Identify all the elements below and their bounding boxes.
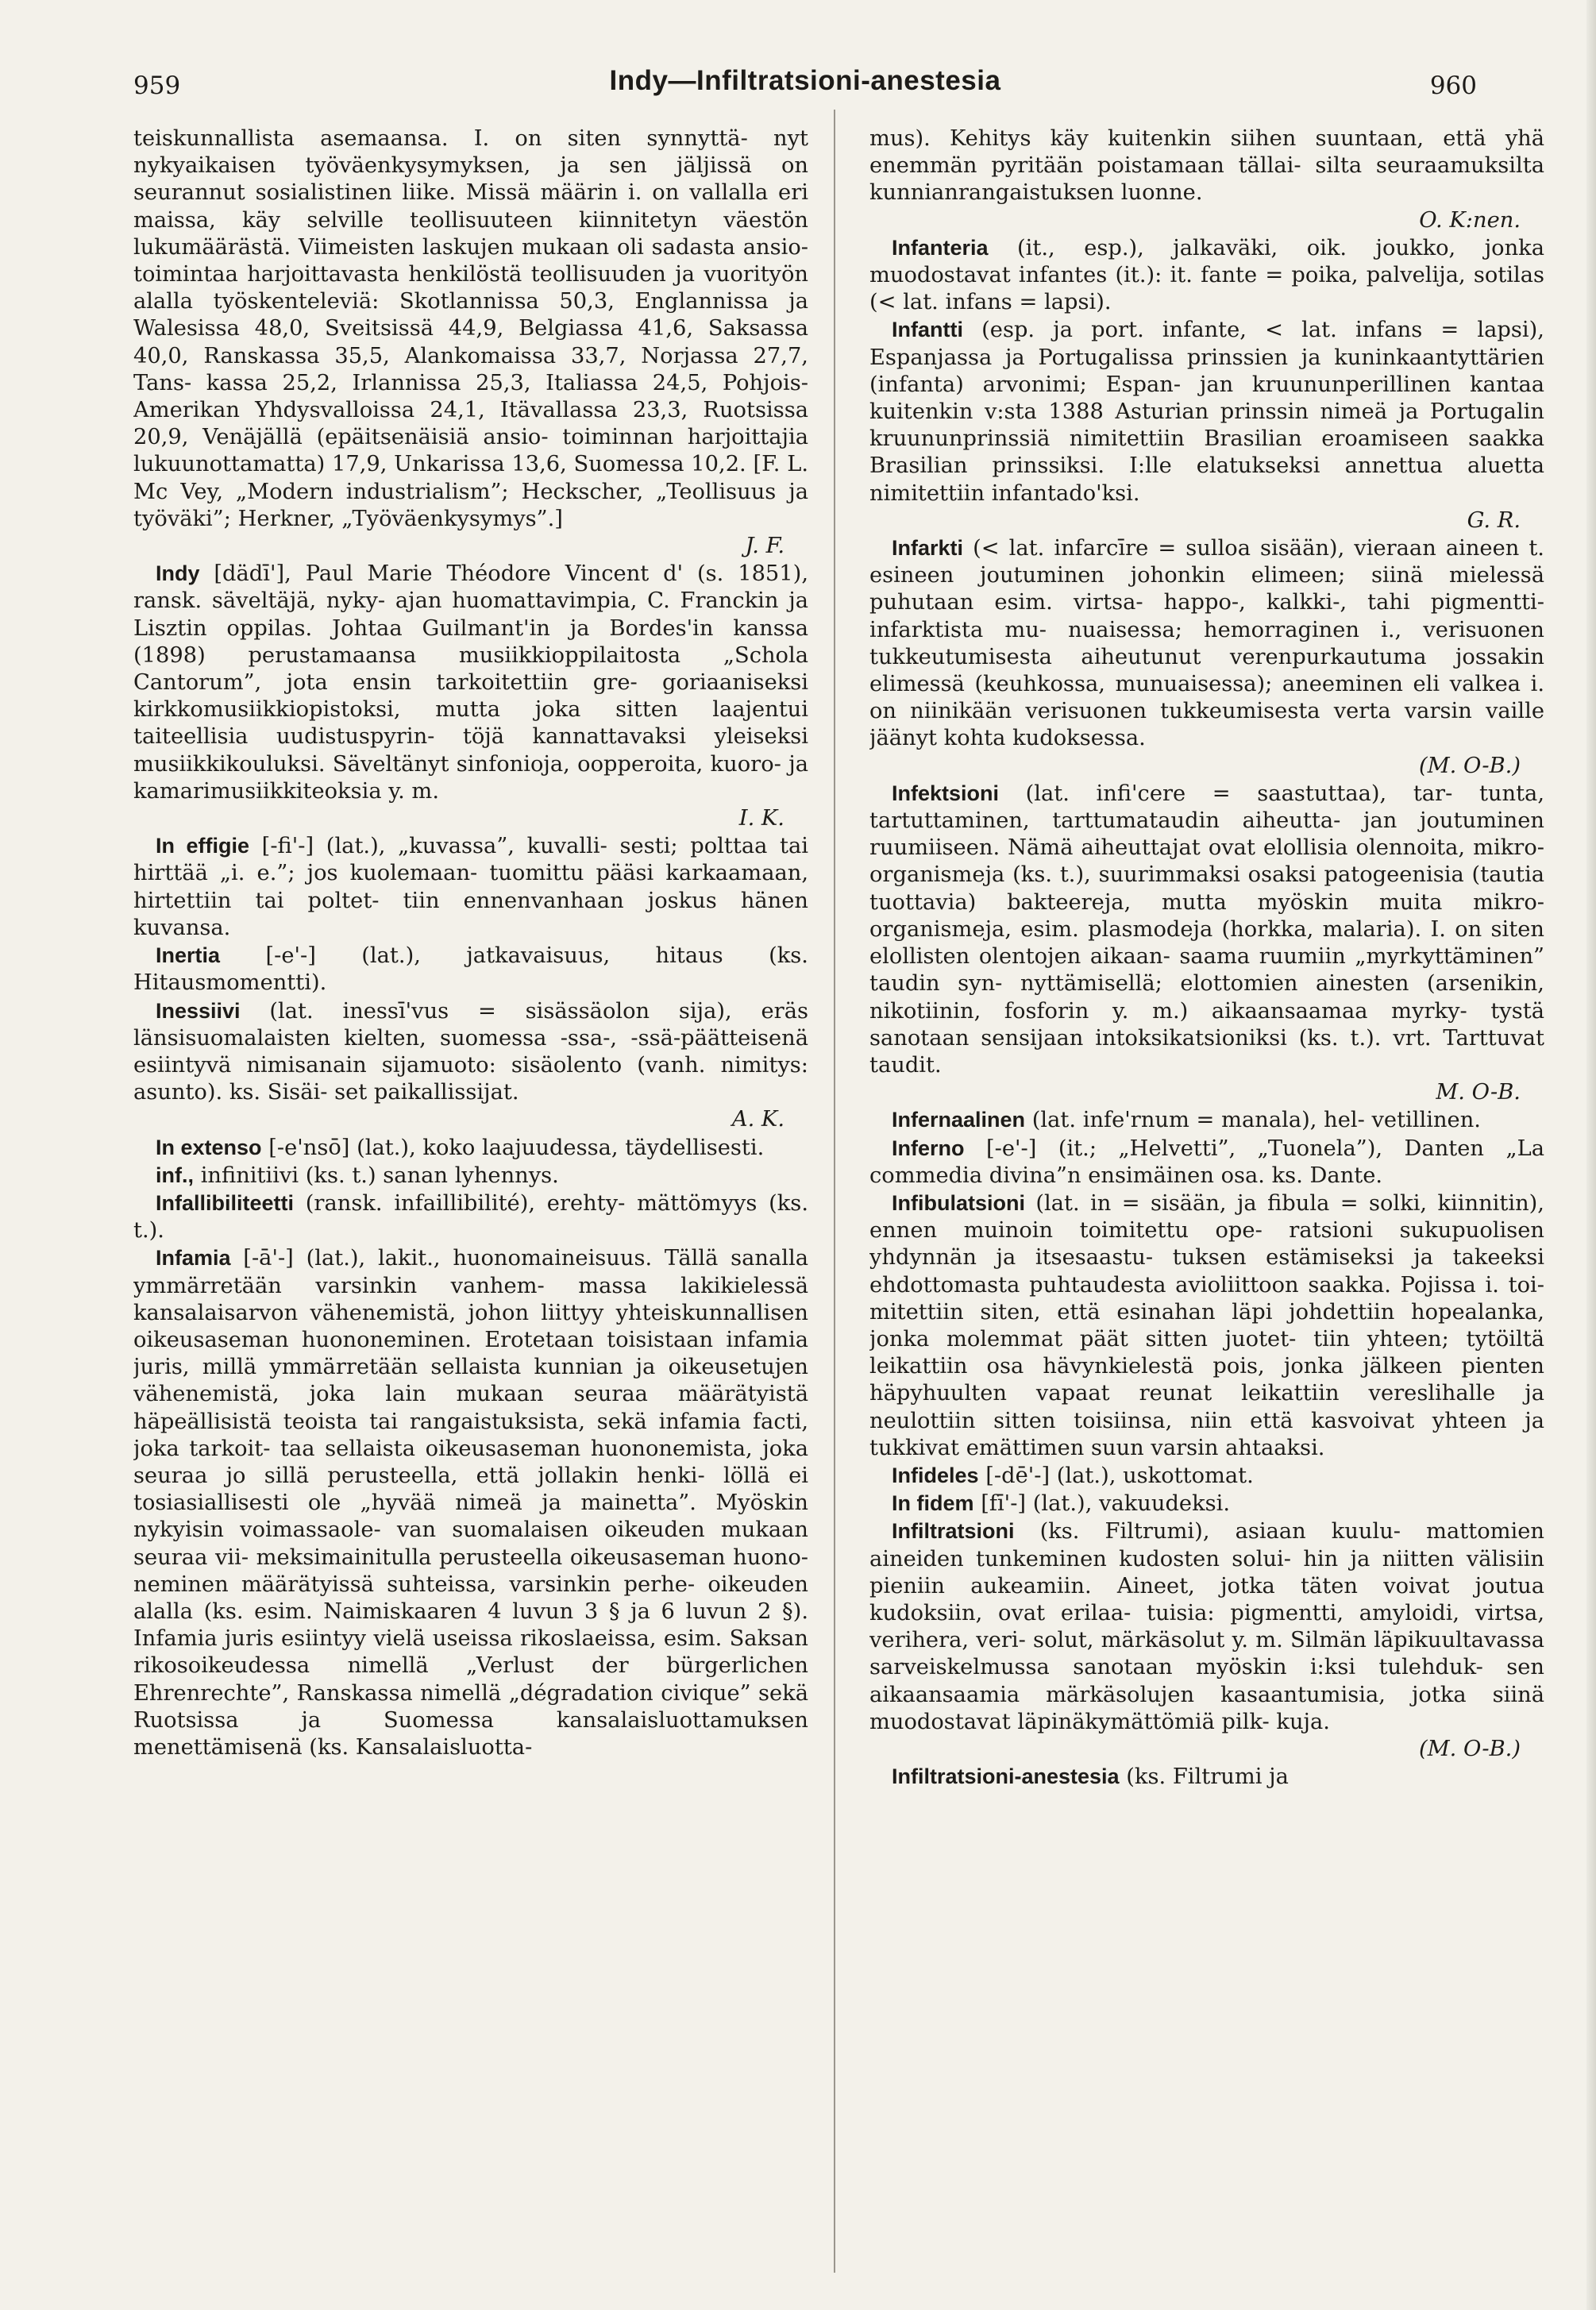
entry-text: (ks. Filtrumi ja [1126, 1764, 1289, 1790]
entry-headword: Infarkti [892, 536, 964, 561]
entry-headword: Infiltratsioni-anestesia [892, 1764, 1120, 1789]
entry [869, 1190, 1544, 1462]
entry [869, 1462, 1544, 1490]
entry-signature: M. O-B. [1436, 1080, 1521, 1105]
entry-text: (it., esp.), jalkaväki, oik. joukko, jonka muodostavat infantes (it.): it. fante = poika, palvelija, sotilas (< lat. infans = lapsi). [869, 235, 1544, 315]
page-number-right: 960 [1429, 71, 1477, 100]
column-divider [834, 110, 835, 2273]
entry-headword: inf., [156, 1163, 194, 1187]
entry-headword: Infanteria [892, 235, 989, 260]
right-column [869, 125, 1544, 2270]
entry-headword: Inessiivi [156, 998, 241, 1023]
entry-text: infinitiivi (ks. t.) sanan lyhennys. [200, 1163, 559, 1188]
entry-headword: Infamia [156, 1246, 231, 1271]
left-column [133, 125, 808, 2270]
entry-text: [-e'-] (it.; „Helvetti”, „Tuonela”), Danten „La commedia divina”n ensimäinen osa. ks. Dante. [869, 1136, 1544, 1188]
entry [869, 316, 1544, 534]
entry-signature: I. K. [738, 806, 785, 831]
page-header [133, 65, 1477, 113]
entry-text: (lat. inessī'vus = sisässäolon sija), eräs länsisuomalaisten kielten, suomessa -ssa-, -ssä-päätteisenä esiintyvä nimisanain sijamuoto: sisäolento (vanh. nimitys: asunto). ks. Sisäi- set paikallissijat. [133, 998, 808, 1105]
entry-text: teiskunnallista asemaansa. I. on siten synnyttä- nyt nykyaikaisen työväenkysymyksen, ja sen jäljissä on seurannut sosialistinen liike. Missä määrin i. on vallalla eri maissa, käy selville teollisuuteen kiinnitetyn väestön lukumäärästä. Viimeisten laskujen mukaan oli sadasta ansio- toimintaa harjoittavasta henkilöstä teollisuuden ja vuorityön alalla työskenteleviä: Skotlannissa 50,3, Englannissa ja Walesissa 48,0, Sveitsissä 44,9, Belgiassa 41,6, Saksassa 40,0, Ranskassa 35,5, Alankomaissa 33,7, Norjassa 27,7, Tans- kassa 25,2, Irlannissa 25,3, Italiassa 24,5, Pohjois- Amerikan Yhdysvalloissa 24,1, Itävallassa 23,3, Ruotsissa 20,9, Venäjällä (epäitsenäisiä ansio- toiminnan harjoittajia lukuunottamatta) 17,9, Unkarissa 13,6, Suomessa 10,2. [F. L. Mc Vey, „Modern industrialism”; Heckscher, „Teollisuus ja työväki”; Herkner, „Työväenkysymys”.] [133, 126, 808, 531]
entry [133, 1134, 808, 1162]
entry [133, 1162, 808, 1190]
page-number-left: 959 [133, 71, 181, 100]
page-edge [1586, 0, 1596, 2310]
entry-continuation [869, 125, 1544, 234]
entry-headword: Inertia [156, 943, 221, 968]
entry-headword: Indy [156, 561, 200, 586]
entry-text: [-e'nsō] (lat.), koko laajuudessa, täydellisesti. [268, 1135, 765, 1160]
entry-headword: Infallibiliteetti [156, 1190, 295, 1215]
entry [869, 234, 1544, 317]
entry [133, 560, 808, 832]
entry-text: (ks. Filtrumi), asiaan kuulu- mattomien aineiden tunkeminen kudosten solui- hin ja niitten välisiin pieniin aukeamiin. Aineet, jotka täten voivat joutua kudoksiin, ovat erilaa- tuisia: pigmentti, amyloidi, virtsa, verihera, veri- solut, märkäsolut y. m. Silmän läpikuultavassa sarveiskelmussa sanotaan myöskin i:ksi tulehduk- sen aikaansaamia märkäsolujen kasaantumisia, jotka siinä muodostavat läpinäkymättömiä pilk- kuja. [869, 1519, 1544, 1734]
entry [869, 534, 1544, 780]
entry [133, 997, 808, 1134]
entry-headword: Infiltratsioni [892, 1519, 1015, 1544]
entry-headword: Infektsioni [892, 781, 1000, 805]
entry-text: [-ā'-] (lat.), lakit., huonomaineisuus. Tällä sanalla ymmärretään varsinkin vanhem- massa lakikielessä kansalaisarvon vähenemistä, johon liittyy yhteiskunnallisen oikeusaseman huononeminen. Erotetaan toisistaan infamia juris, millä ymmärretään sellaista kunnian ja oikeusetujen vähenemistä, joka lain mukaan seuraa määrätyistä häpeällisistä teoista tai rangaistuksista, sekä infamia facti, joka tarkoit- taa sellaista oikeusaseman huononemista, joka seuraa jo sillä perusteella, että jollakin henki- löllä ei tosiasiallisesti ole „hyvää nimeä ja mainetta”. Myöskin nykyisin voimassaole- van suomalaisen oikeuden mukaan seuraa vii- meksimainitulla perusteella oikeusaseman huono- neminen määrätyissä suhteissa, varsinkin perhe- oikeuden alalla (ks. esim. Naimiskaaren 4 luvun 3 § ja 6 luvun 2 §). Infamia juris esiintyy vielä useissa rikoslaeissa, esim. Saksan rikosoikeudessa nimellä „Verlust der bürgerlichen Ehrenrechte”, Ranskassa nimellä „dégradation civique” sekä Ruotsissa ja Suomessa kansalaisluottamuksen menettämisenä (ks. Kansalaisluotta- [133, 1246, 808, 1760]
entry-signature: J. F. [745, 534, 785, 559]
entry-signature: (M. O-B.) [1419, 1736, 1521, 1761]
entry-text: (lat. infi'cere = saastuttaa), tar- tunta, tartuttaminen, tarttumataudin aiheutta- jan joutuminen ruumiiseen. Nämä aiheuttajat ovat elollisia olennoita, mikro-organismeja (ks. t.), suurimmaksi osaksi patogeenisia (tautia tuottavia) bakteereja, mutta myöskin muita mikro-organismeja, esim. plasmodeja (horkka, malaria). I. on siten elollisten olentojen aikaan- saama ruumiin „myrkyttäminen” taudin syn- nyttämisellä; elottomien ainesten (arsenikin, nikotiinin, fosforin y. m.) aikaansaamaa myrky- tystä sanotaan sensijaan intoksikatsioniksi (ks. t.). vrt. Tarttuvat taudit. [869, 781, 1544, 1078]
entry-text: (ransk. infaillibilité), erehty- mättömyys (ks. t.). [133, 1190, 808, 1244]
entry-headword: In fidem [892, 1491, 974, 1516]
entry-text: [-e'-] (lat.), jatkavaisuus, hitaus (ks. Hitausmomentti). [133, 943, 808, 996]
entry-signature: G. R. [1467, 507, 1521, 533]
entry [869, 1763, 1544, 1791]
entry-headword: Infideles [892, 1463, 979, 1487]
entry-headword: Infibulatsioni [892, 1190, 1025, 1215]
entry-text: [fī'-] (lat.), vakuudeksi. [981, 1491, 1231, 1517]
entry-continuation [133, 125, 808, 560]
entry-headword: Infantti [892, 318, 963, 342]
entry [869, 1106, 1544, 1134]
entry [869, 780, 1544, 1106]
entry [133, 942, 808, 997]
entry [869, 1490, 1544, 1518]
entry-headword: Infernaalinen [892, 1108, 1026, 1132]
entry-text: (< lat. infarcīre = sulloa sisään), vieraan aineen t. esineen joutuminen johonkin elimeen; siinä mielessä puhutaan esim. virtsa- happo-, kalkki-, tahi pigmentti-infarktista mu- nuaisessa; hemorraginen i., verisuonen tukkeutumisesta aiheutunut verenpurkautuma jossakin elimessä (keuhkossa, munuaisessa); aneeminen eli valkea i. on niinikään verisuonen tukkeumisesta verta varsin vaille jäänyt kohta kudoksessa. [869, 536, 1544, 751]
entry [133, 1244, 808, 1761]
entry [869, 1135, 1544, 1190]
entry-signature: O. K:nen. [1419, 207, 1521, 233]
entry-headword: In extenso [156, 1135, 262, 1159]
entry-text: [dädī'], Paul Marie Théodore Vincent d' (s. 1851), ransk. säveltäjä, nyky- ajan huomattavimpia, C. Franckin ja Lisztin oppilas. Johtaa Guilmant'in ja Bordes'in kanssa (1898) perustamaansa musiikkioppilaitosta „Schola Cantorum”, jota ensin tarkoitettiin gre- goriaaniseksi kirkkomusiikkiopistoksi, mutta joka sitten laajentui taiteellisia uudistuspyrin- töjä kannattavaksi yleiseksi musiikkikouluksi. Säveltänyt sinfonioja, oopperoita, kuoro- ja kamarimusiikkiteoksia y. m. [133, 561, 808, 804]
entry-signature: A. K. [731, 1107, 785, 1132]
entry-signature: (M. O-B.) [1419, 753, 1521, 778]
entry-text: (lat. infe'rnum = manala), hel- vetillinen. [1031, 1108, 1481, 1133]
entry [133, 1190, 808, 1244]
entry-headword: In effigie [156, 834, 249, 858]
entry-text: [-dē'-] (lat.), uskottomat. [985, 1463, 1254, 1488]
entry-headword: Inferno [892, 1136, 965, 1160]
page-title: Indy—Infiltratsioni-anestesia [609, 65, 1001, 96]
entry-text: mus). Kehitys käy kuitenkin siihen suuntaan, että yhä enemmän pyritään poistamaan tällai- silta seuraamuksilta kunnianrangaistuksen luonne. [869, 126, 1544, 206]
entry-text: (lat. in = sisään, ja fibula = solki, kiinnitin), ennen muinoin toimitettu ope- ratsioni sukupuolisen yhdynnän ja itsesaastu- tuksen estämiseksi ja takeeksi ehdottomasta puhtaudesta avioliittoon saakka. Pojissa i. toi- mitettiin siten, että esinahan läpi johdettiin hopealanka, jonka molemmat päät sitten juotet- tiin yhteen; tytöiltä leikattiin osa hävynkielestä pois, jonka jälkeen pienten häpyhuulten vapaat reunat leikattiin vereslihalle ja neulottiin sitten toisiinsa, niin että kasvoivat yhteen ja tukkivat emättimen suun varsin ahtaaksi. [869, 1190, 1544, 1460]
entry-text: (esp. ja port. infante, < lat. infans = lapsi), Espanjassa ja Portugalissa prinssien ja kuninkaantyttärien (infanta) arvonimi; Espan- jan kruununperillinen kantaa kuitenkin v:sta 1388 Asturian prinssin nimeä ja Portugalin kruununprinssiä nimitettiin Brasilian eroamiseen saakka Brasilian prinssiksi. I:lle elatukseksi annettua aluetta nimitettiin infantado'ksi. [869, 318, 1544, 506]
entry [869, 1518, 1544, 1763]
entry-text: [-fi'-] (lat.), „kuvassa”, kuvalli- sesti; polttaa tai hirttää „i. e.”; jos kuolemaan- tuomittu pääsi karkaamaan, hirtettiin tai poltet- tiin ennenvanhaan joskus hänen kuvansa. [133, 834, 808, 940]
entry [133, 832, 808, 942]
